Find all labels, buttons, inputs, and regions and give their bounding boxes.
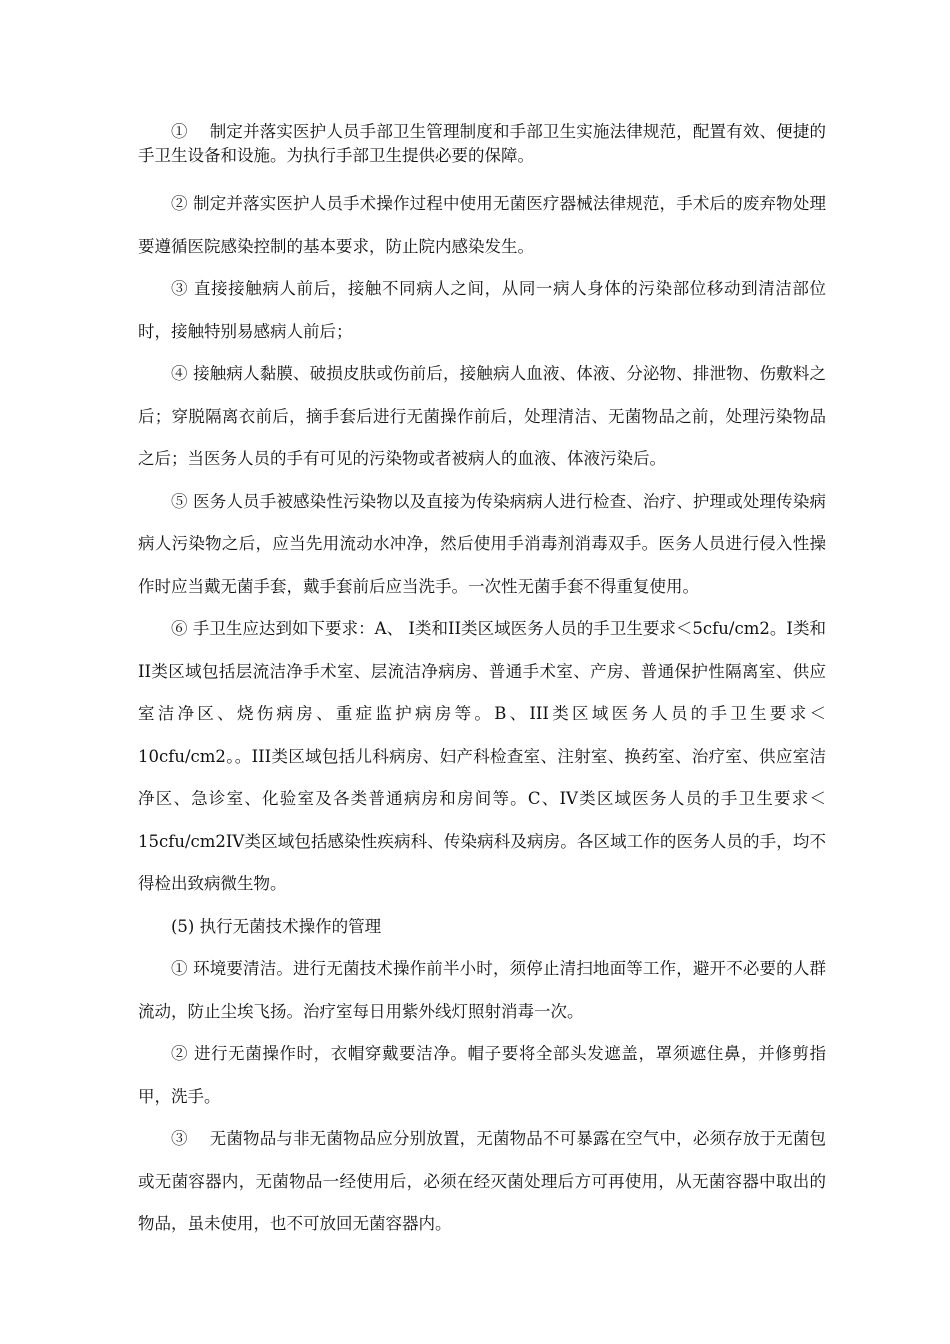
paragraph-mucosa-contact: ④ 接触病人黏膜、破损皮肤或伤前后，接触病人血液、体液、分泌物、排泄物、伤敷料之后；穿脱隔离衣前后，摘手套后进行无菌操作前后，处理清洁、无菌物品之前，处理污染物品之后；当医务人员的手有可见的污染物或者被病人的血液、体液污染后。 [138, 364, 826, 468]
section-heading-aseptic-management: (5) 执行无菌技术操作的管理 [171, 916, 382, 936]
paragraph-contact-before-after: ③ 直接接触病人前后，接触不同病人之间，从同一病人身体的污染部位移动到清洁部位时，接触特别易感病人前后； [138, 279, 826, 341]
document-page [138, 120, 826, 1246]
paragraph-sterile-storage: ③ 无菌物品与非无菌物品应分别放置，无菌物品不可暴露在空气中，必须存放于无菌包或无菌容器内，无菌物品一经使用后，必须在经灭菌处理后方可再使用，从无菌容器中取出的物品，虽未使用，也不可放回无菌容器内。 [138, 1129, 826, 1233]
paragraph-infectious-contamination: ⑤ 医务人员手被感染性污染物以及直接为传染病病人进行检查、治疗、护理或处理传染病病人污染物之后，应当先用流动水冲净，然后使用手消毒剂消毒双手。医务人员进行侵入性操作时应当戴无菌手套，戴手套前后应当洗手。一次性无菌手套不得重复使用。 [138, 491, 826, 596]
paragraph-hand-hygiene-requirements: ⑥ 手卫生应达到如下要求：A、 I类和II类区域医务人员的手卫生要求＜5cfu/cm2。I类和II类区域包括层流洁净手术室、层流洁净病房、普通手术室、产房、普通保护性隔离室、供应室洁净区、烧伤病房、重症监护病房等。B、III类区域医务人员的手卫生要求＜ 10cfu/cm2。。III类区域包括儿科病房、妇产科检查室、注射室、换药室、治疗室、供应室洁净区、急诊室、化验室及各类普通病房和房间等。C、IV类区域医务人员的手卫生要求＜ 15cfu/cm2IV类区域包括感染性疾病科、传染病科及病房。各区域工作的医务人员的手，均不得检出致病微生物。 [138, 619, 826, 893]
paragraph-sterile-instruments: ② 制定并落实医护人员手术操作过程中使用无菌医疗器械法律规范，手术后的废弃物处理要遵循医院感染控制的基本要求，防止院内感染发生。 [138, 194, 826, 256]
paragraph-clean-environment: ① 环境要清洁。进行无菌技术操作前半小时，须停止清扫地面等工作，避开不必要的人群流动，防止尘埃飞扬。治疗室每日用紫外线灯照射消毒一次。 [138, 959, 826, 1021]
paragraph-clean-attire: ② 进行无菌操作时，衣帽穿戴要洁净。帽子要将全部头发遮盖，罩须遮住鼻，并修剪指甲，洗手。 [138, 1044, 826, 1106]
paragraph-hand-hygiene-system: ① 制定并落实医护人员手部卫生管理制度和手部卫生实施法律规范，配置有效、便捷的手卫生设备和设施。为执行手部卫生提供必要的保障。 [138, 122, 826, 165]
